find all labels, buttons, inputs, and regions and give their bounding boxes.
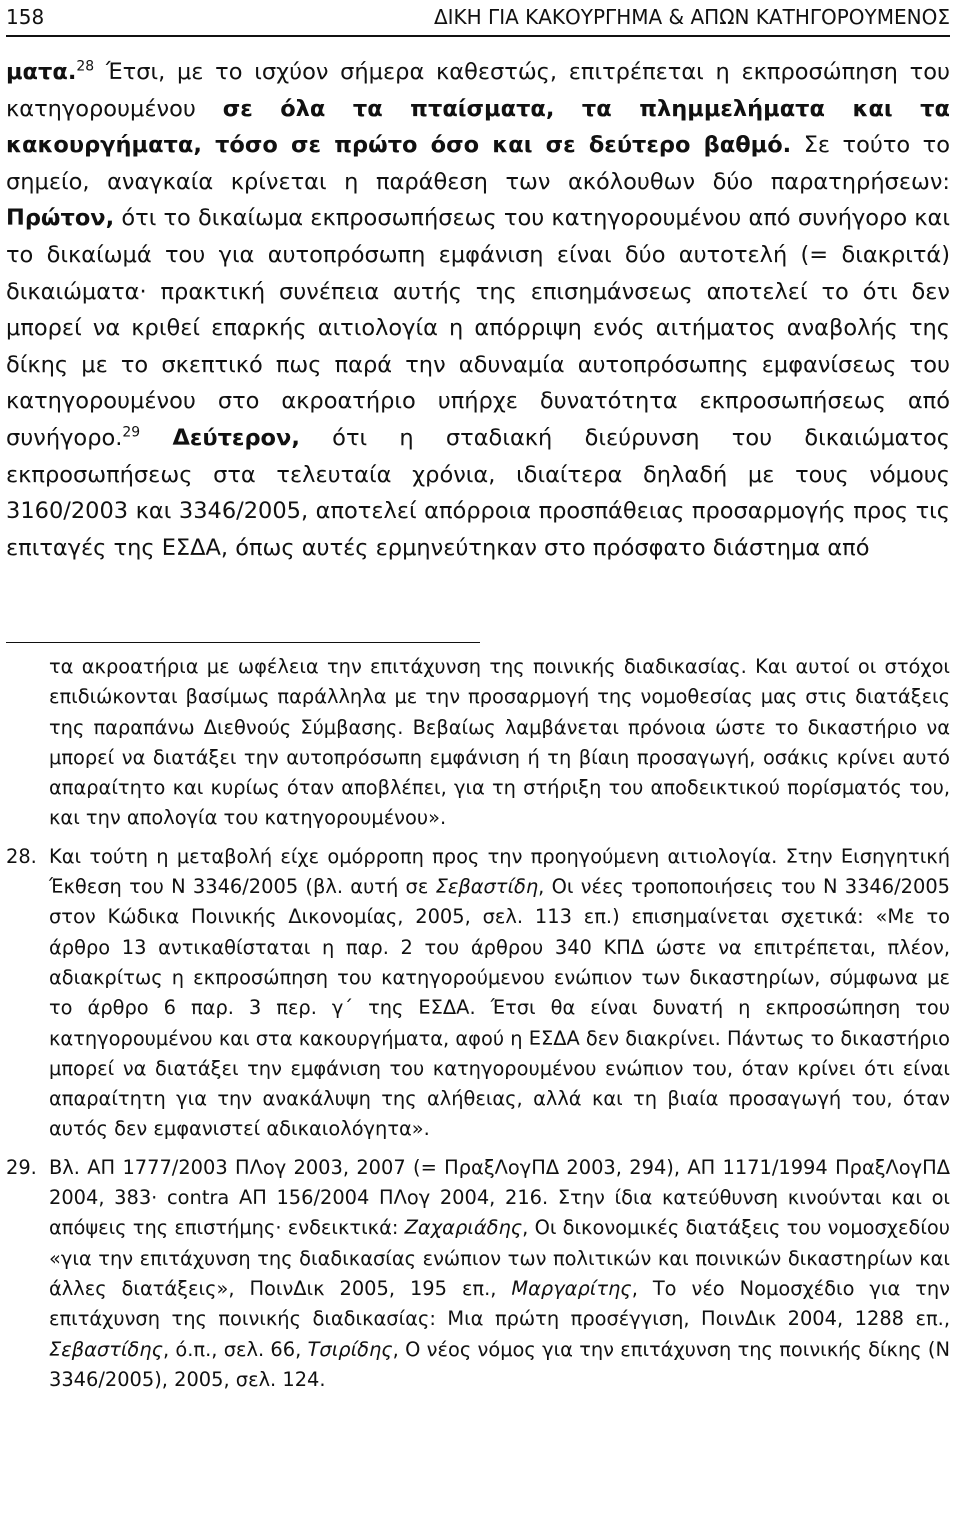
footnote-number: 29. xyxy=(6,1155,37,1179)
text-fragment: , Ο νέος νόμος για την επιτάχυνση της ποινικής δίκης (Ν 3346/2005), 2005, σελ. 124. xyxy=(49,1337,950,1391)
text-fragment: ότι το δικαίωμα εκπροσωπήσεως του κατηγορουμένου από συνήγορο και το δικαίωμά του για αυτοπρόσωπη εμφάνιση είναι δύο αυτοτελή (= διακριτά) δικαιώματα· πρακτική συνέπεια αυτής της επισημάνσεως αποτελεί το ότι δεν μπορεί να κριθεί επαρκής αιτιολογία η απόρριψη ενός αιτήματος αναβολής της δίκης με το σκεπτικό πως παρά την αδυναμία αυτοπρόσωπης εμφανίσεως του κατηγορουμένου στο ακροατήριο υπήρχε δυνατότητα εκπροσωπήσεως από συνήγορο. xyxy=(6,205,950,451)
text-fragment: , Το νέο Νομοσχέδιο για την επιτάχυνση της ποινικής διαδικασίας: Μια πρώτη προσέγγιση, ΠοινΔικ 2004, 1288 επ., xyxy=(49,1276,950,1331)
text-fragment: , Οι νέες τροποποιήσεις του Ν 3346/2005 στον Κώδικα Ποινικής Δικονομίας, 2005, σελ. 113 επ.) επισημαίνεται σχετικά: «Με το άρθρο 13 αντικαθίσταται η παρ. 2 του άρθρου 340 ΚΠΔ ώστε να επιτρέπεται, πλέον, αδιακρίτως η εκπροσώπηση του κατηγορούμενου ενώπιον των δικαστηρίων, σύμφωνα με το άρθρο 6 παρ. 3 περ. γ΄ της ΕΣΔΑ. Έτσι θα είναι δυνατή η εκπροσώπηση του κατηγορουμένου και στα κακουργήματα, αφού η ΕΣΔΑ δεν διακρίνει. Πάντως το δικαστήριο μπορεί να διατάξει την εμφάνιση του κατηγορουμένου ενώπιον του, όταν κρίνει ότι είναι απαραίτητη για την ανακάλυψη της αλήθειας, αλλά και τη βιαία προσαγωγή του, όταν αυτός δεν εμφανιστεί αδικαιολόγητα». xyxy=(49,875,950,1141)
bold-fragment: σε όλα τα πταίσματα, τα πλημμελήματα και τα κακουργήματα, τόσο σε πρώτο όσο και σε δεύτερο βαθμό. xyxy=(6,95,950,159)
running-head xyxy=(6,2,950,34)
author-name: Τσιρίδης xyxy=(307,1337,393,1361)
main-paragraph xyxy=(6,54,950,566)
text-fragment: τα ακροατήρια με ωφέλεια την επιτάχυνση της ποινικής διαδικασίας. Και αυτοί οι στόχοι επιδιώκονται βασίμως παράλληλα με την προσαρμογή της νομοθεσίας μας στις διατάξεις της παραπάνω Διεθνούς Σύμβασης. Βεβαίως λαμβάνεται πρόνοια ώστε το δικαστήριο να μπορεί να διατάξει την αυτοπρόσωπη εμφάνιση ή τη βίαιη προσαγωγή, οσάκις κρίνει αυτό απαραίτητο και κυρίως όταν αποβλέπει, για τη στήριξη του αποδεικτικού πορίσματός του, και την απολογία του κατηγορουμένου». xyxy=(49,655,950,830)
running-title: ΔΙΚΗ ΓΙΑ ΚΑΚΟΥΡΓΗΜΑ & ΑΠΩΝ ΚΑΤΗΓΟΡΟΥΜΕΝΟΣ xyxy=(433,5,950,29)
text-fragment: Σε τούτο το σημείο, αναγκαία κρίνεται η παράθεση των ακόλουθων δύο παρατηρήσεων: xyxy=(6,132,950,195)
header-rule xyxy=(6,35,950,37)
author-name: Ζαχαριάδης xyxy=(404,1216,523,1240)
bold-fragment: Πρώτον, xyxy=(6,205,115,232)
footnote-number: 28. xyxy=(6,844,37,868)
footnote-ref-29[interactable]: 29 xyxy=(122,424,141,441)
bold-fragment: Δεύτερον, xyxy=(172,424,300,451)
footnote-continuation xyxy=(6,652,950,834)
text-fragment: Βλ. ΑΠ 1777/2003 ΠΛογ 2003, 2007 (= ΠραξΛογΠΔ 2003, 294), ΑΠ 1171/1994 ΠραξΛογΠΔ 2004, 383· contra ΑΠ 156/2004 ΠΛογ 2004, 216. Στην ίδια κατεύθυνση κινούνται και οι απόψεις της επιστήμης· ενδεικτικά: xyxy=(49,1155,950,1240)
footnote-29 xyxy=(6,1153,950,1395)
author-name: Σεβαστίδης xyxy=(49,1337,163,1361)
text-fragment: ότι η σταδιακή διεύρυνση του δικαιώματος εκπροσωπήσεως στα τελευταία χρόνια, ιδιαίτερα δηλαδή με τους νόμους 3160/2003 και 3346/2005, αποτελεί απόρροια προσπάθειας προσαρμογής προς τις επιταγές της ΕΣΔΑ, όπως αυτές ερμηνεύτηκαν στο πρόσφατο διάστημα από xyxy=(6,424,951,561)
bold-fragment: ματα. xyxy=(6,59,77,85)
page-number: 158 xyxy=(6,5,45,29)
footnote-separator xyxy=(6,642,480,643)
text-fragment: , ό.π., σελ. 66, xyxy=(162,1337,308,1361)
footnotes xyxy=(6,652,950,1395)
text-fragment: Έτσι, με το ισχύον σήμερα καθεστώς, επιτρέπεται η εκπροσώπηση του κατηγορουμένου xyxy=(6,59,950,122)
text-fragment: , Οι δικονομικές διατάξεις του νομοσχεδίου «για την επιτάχυνση της διαδικασίας ενώπιον των πολιτικών και ποινικών δικαστηρίων και άλλες διατάξεις», ΠοινΔικ 2005, 195 επ., xyxy=(49,1216,951,1300)
text-fragment: Και τούτη η μεταβολή είχε ομόρροπη προς την προηγούμενη αιτιολογία. Στην Εισηγητική Έκθεση του Ν 3346/2005 (βλ. αυτή σε xyxy=(49,844,950,899)
author-name: Σεβαστίδη xyxy=(435,875,539,899)
author-name: Μαργαρίτης xyxy=(511,1276,632,1300)
footnote-28 xyxy=(6,842,950,1145)
footnote-ref-28[interactable]: 28 xyxy=(76,58,95,75)
